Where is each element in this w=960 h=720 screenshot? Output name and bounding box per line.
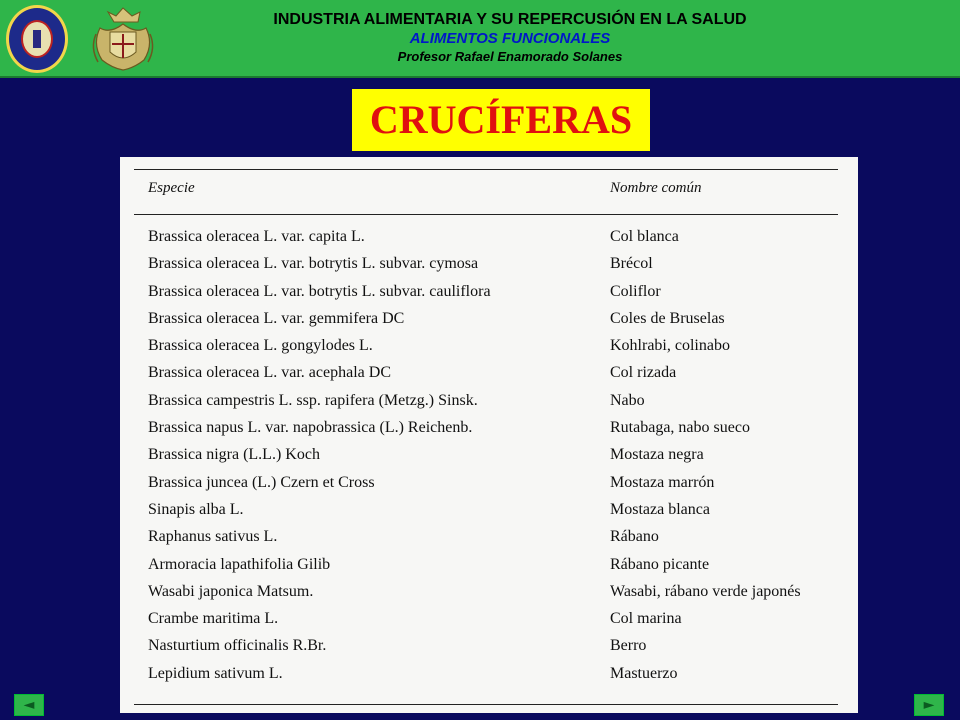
species-cell: Brassica campestris L. ssp. rapifera (Metzg.) Sinsk. — [148, 391, 478, 409]
table-row — [134, 665, 838, 692]
species-cell: Brassica oleracea L. gongylodes L. — [148, 337, 373, 355]
species-cell: Sinapis alba L. — [148, 500, 244, 518]
course-subtitle: ALIMENTOS FUNCIONALES — [409, 30, 611, 47]
common-name-cell: Wasabi, rábano verde japonés — [610, 582, 801, 600]
coat-of-arms-logo — [88, 4, 158, 74]
table-row — [134, 556, 838, 583]
common-name-cell: Rábano — [610, 528, 659, 546]
common-name-cell: Coliflor — [610, 282, 661, 300]
table-row — [134, 364, 838, 391]
table-row — [134, 610, 838, 637]
common-name-cell: Mostaza blanca — [610, 500, 710, 518]
species-cell: Brassica oleracea L. var. capita L. — [148, 228, 365, 245]
next-slide-button[interactable] — [914, 694, 944, 716]
species-cell: Brassica oleracea L. var. acephala DC — [148, 364, 391, 382]
course-title: INDUSTRIA ALIMENTARIA Y SU REPERCUSIÓN EN LA SALUD — [273, 11, 747, 28]
table-row — [134, 446, 838, 473]
seal-center — [21, 20, 53, 58]
table-row — [134, 637, 838, 664]
species-cell: Nasturtium officinalis R.Br. — [148, 637, 327, 655]
professor-name: Profesor Rafael Enamorado Solanes — [397, 49, 623, 64]
seal-tower-emblem — [33, 30, 41, 48]
species-table — [134, 169, 838, 705]
species-cell: Wasabi japonica Matsum. — [148, 582, 314, 600]
table-row — [134, 310, 838, 337]
header-text-block — [200, 10, 820, 66]
arrow-left-icon: ◄ — [23, 697, 35, 713]
arrow-right-icon: ► — [923, 697, 935, 713]
common-name-cell: Rutabaga, nabo sueco — [610, 419, 750, 437]
common-name-cell: Mastuerzo — [610, 664, 678, 682]
table-row — [134, 283, 838, 310]
species-cell: Brassica oleracea L. var. gemmifera DC — [148, 309, 405, 327]
species-cell: Brassica nigra (L.L.) Koch — [148, 446, 320, 464]
species-cell: Lepidium sativum L. — [148, 664, 283, 682]
common-name-cell: Berro — [610, 637, 647, 655]
common-name-cell: Mostaza marrón — [610, 473, 715, 491]
column-header-species: Especie — [148, 180, 195, 196]
common-name-cell: Nabo — [610, 391, 645, 409]
species-cell: Crambe maritima L. — [148, 610, 279, 628]
table-row — [134, 419, 838, 446]
common-name-cell: Col blanca — [610, 228, 679, 245]
species-cell: Raphanus sativus L. — [148, 528, 278, 546]
table-row — [134, 392, 838, 419]
common-name-cell: Col marina — [610, 610, 682, 628]
table-row — [134, 583, 838, 610]
table-row — [134, 228, 838, 255]
table-row — [134, 474, 838, 501]
species-cell: Brassica napus L. var. napobrassica (L.) Reichenb. — [148, 419, 473, 437]
column-header-common-name: Nombre común — [610, 180, 702, 196]
common-name-cell: Coles de Bruselas — [610, 309, 725, 327]
scanned-document — [120, 157, 858, 713]
common-name-cell: Brécol — [610, 255, 653, 273]
university-seal-logo — [6, 5, 68, 73]
table-row — [134, 255, 838, 282]
common-name-cell: Rábano picante — [610, 555, 710, 573]
species-cell: Brassica oleracea L. var. botrytis L. subvar. cymosa — [148, 255, 479, 273]
table-row — [134, 528, 838, 555]
slide-header — [0, 0, 960, 78]
slide-title: CRUCÍFERAS — [369, 97, 633, 142]
species-cell: Brassica juncea (L.) Czern et Cross — [148, 473, 375, 491]
table-body — [134, 228, 838, 692]
species-cell: Brassica oleracea L. var. botrytis L. subvar. cauliflora — [148, 282, 491, 300]
common-name-cell: Kohlrabi, colinabo — [610, 337, 730, 355]
slide-title-box — [352, 89, 650, 151]
common-name-cell: Mostaza negra — [610, 446, 704, 464]
table-row — [134, 337, 838, 364]
table-header — [134, 170, 838, 215]
species-cell: Armoracia lapathifolia Gilib — [148, 555, 331, 573]
prev-slide-button[interactable] — [14, 694, 44, 716]
common-name-cell: Col rizada — [610, 364, 677, 382]
table-row — [134, 501, 838, 528]
